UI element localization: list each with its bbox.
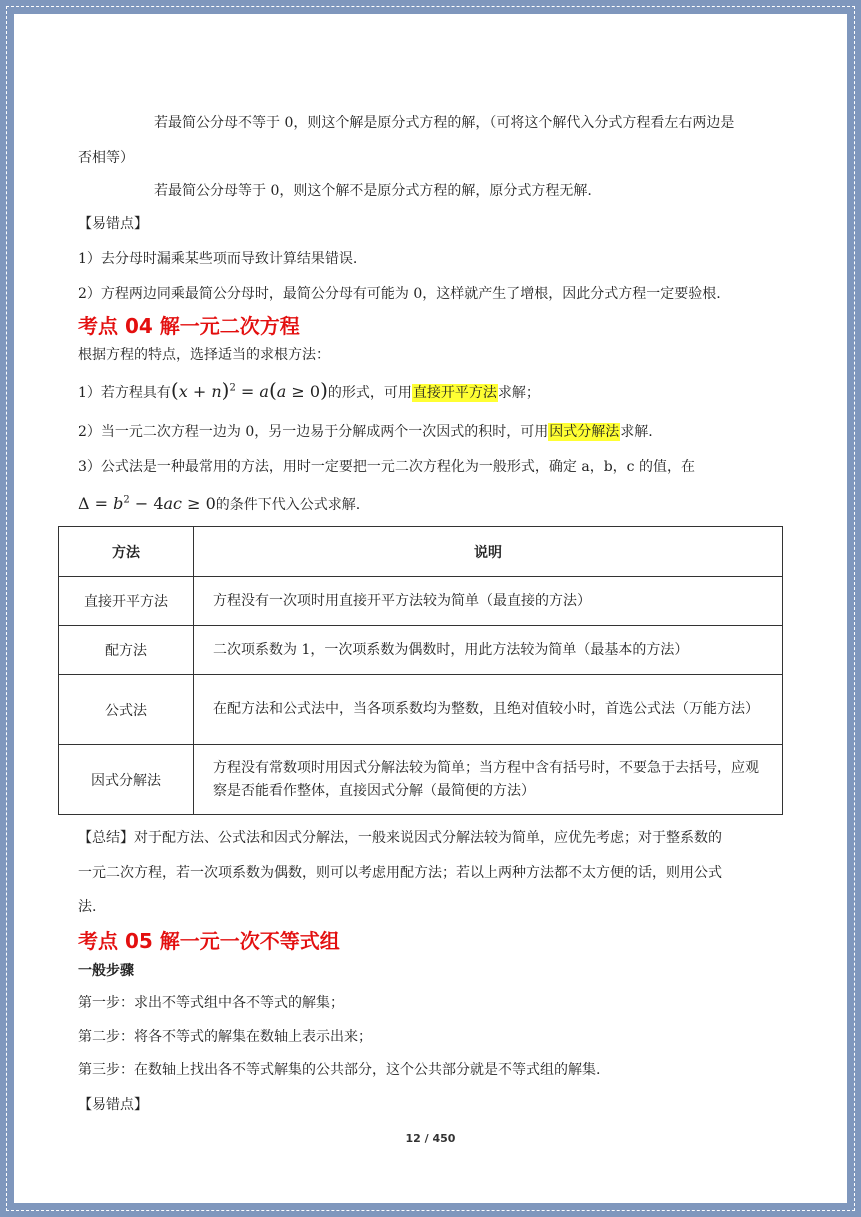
methods-table <box>58 526 783 815</box>
mistakes-label: 【易错点】 <box>78 216 148 232</box>
table-cell-method: 因式分解法 <box>59 745 194 815</box>
table-row <box>59 626 783 675</box>
table-row <box>59 675 783 745</box>
formula-discriminant: $\Delta = b^2 - 4ac \ge 0$ <box>78 494 216 513</box>
formula-square-form: $(x + n)^2 = a(a \ge 0)$ <box>170 378 328 402</box>
method-item-3-cont <box>78 494 360 514</box>
mistake-item: 1）去分母时漏乘某些项而导致计算结果错误. <box>78 251 358 267</box>
item-suffix: 求解. <box>620 424 653 440</box>
section-heading: 考点 05 解一元一次不等式组 <box>78 929 340 953</box>
document-page <box>14 14 847 1203</box>
method-item-2 <box>78 421 653 441</box>
paragraph-line: 若最简公分母等于 0，则这个解不是原分式方程的解，原分式方程无解. <box>154 183 592 199</box>
item-suffix: 的条件下代入公式求解. <box>215 497 361 513</box>
section-heading: 考点 04 解一元二次方程 <box>78 314 300 338</box>
table-cell-method: 公式法 <box>59 675 194 745</box>
step-item: 第三步：在数轴上找出各不等式解集的公共部分，这个公共部分就是不等式组的解集. <box>78 1062 601 1078</box>
step-item: 第二步：将各不等式的解集在数轴上表示出来； <box>78 1029 372 1045</box>
highlight-factorization: 因式分解法 <box>549 424 620 440</box>
mistake-item: 2）方程两边同乘最简公分母时，最简公分母有可能为 0，这样就产生了增根，因此分式方程一定要验根. <box>78 286 721 302</box>
table-cell-desc: 在配方法和公式法中，当各项系数均为整数，且绝对值较小时，首选公式法（万能方法） <box>194 675 783 745</box>
summary-line: 【总结】对于配方法、公式法和因式分解法，一般来说因式分解法较为简单，应优先考虑；对于整系数的 <box>78 830 722 846</box>
item-suffix: 求解； <box>497 385 540 401</box>
page-number: 12 / 450 <box>405 1132 456 1145</box>
highlight-direct-sqrt: 直接开平方法 <box>412 385 497 401</box>
summary-line: 一元二次方程，若一次项系数为偶数，则可以考虑用配方法；若以上两种方法都不太方便的话，则用公式 <box>78 865 722 881</box>
summary-line: 法. <box>78 899 97 915</box>
table-header-row <box>59 527 783 577</box>
item-prefix: 2）当一元二次方程一边为 0，另一边易于分解成两个一次因式的积时，可用 <box>78 424 549 440</box>
item-mid: 的形式，可用 <box>327 385 412 401</box>
table-cell-desc: 二次项系数为 1，一次项系数为偶数时，用此方法较为简单（最基本的方法） <box>194 626 783 675</box>
paragraph-line: 否相等） <box>78 150 134 166</box>
method-item-3: 3）公式法是一种最常用的方法，用时一定要把一元二次方程化为一般形式，确定 a，b，c 的值，在 <box>78 459 695 475</box>
table-cell-method: 配方法 <box>59 626 194 675</box>
table-cell-method: 直接开平方法 <box>59 577 194 626</box>
steps-label: 一般步骤 <box>78 963 134 979</box>
table-row <box>59 577 783 626</box>
table-row <box>59 745 783 815</box>
section-intro: 根据方程的特点，选择适当的求根方法： <box>78 347 330 363</box>
table-header-method: 方法 <box>59 527 194 577</box>
paragraph-line: 若最简公分母不等于 0，则这个解是原分式方程的解，（可将这个解代入分式方程看左右两边是 <box>154 115 735 131</box>
item-prefix: 1）若方程具有 <box>78 385 171 401</box>
method-item-1 <box>78 378 540 402</box>
step-item: 第一步：求出不等式组中各不等式的解集； <box>78 995 344 1011</box>
mistakes-label: 【易错点】 <box>78 1097 148 1113</box>
table-header-desc: 说明 <box>194 527 783 577</box>
table-cell-desc: 方程没有常数项时用因式分解法较为简单；当方程中含有括号时，不要急于去括号，应观察是否能看作整体，直接因式分解（最简便的方法） <box>194 745 783 815</box>
table-cell-desc: 方程没有一次项时用直接开平方法较为简单（最直接的方法） <box>194 577 783 626</box>
